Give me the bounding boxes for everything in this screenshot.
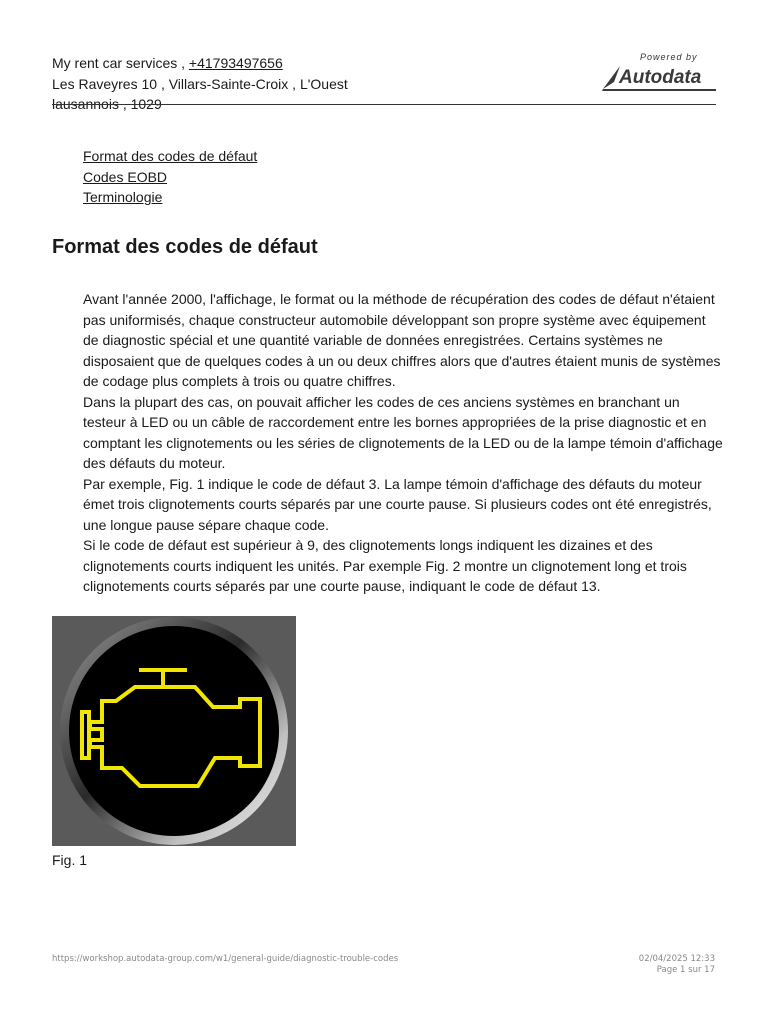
table-of-contents: [83, 146, 257, 208]
engine-warning-lamp-icon: [52, 616, 296, 846]
autodata-logo: [600, 50, 718, 92]
company-name: My rent car services ,: [52, 55, 189, 71]
footer-datetime: 02/04/2025 12:33: [638, 954, 715, 964]
company-line: [52, 53, 382, 74]
phone-link[interactable]: +41793497656: [188, 55, 283, 71]
autodata-logo-mark: [600, 62, 718, 92]
paragraph: Par exemple, Fig. 1 indique le code de défaut 3. La lampe témoin d'affichage des défauts du moteur émet trois clignotements courts séparés par une courte pause. Si plusieurs codes ont été enregistrés, une longue pause sépare chaque code.: [83, 475, 712, 533]
paragraph: Avant l'année 2000, l'affichage, le format ou la méthode de récupération des codes de défaut n'étaient pas uniformisés, chaque constructeur automobile développant son propre système avec équipement de diagnostic spécial et une quantité variable de données enregistrées. Certains systèmes ne disposaient que de quelques codes à un ou deux chiffres alors que d'autres étaient munis de systèmes de codage plus complets à trois ou quatre chiffres.: [83, 291, 721, 389]
toc-link-format-codes[interactable]: Format des codes de défaut: [83, 148, 258, 164]
address-line-1: Les Raveyres 10 , Villars-Sainte-Croix , L'Ouest: [52, 75, 348, 92]
footer-url: https://workshop.autodata-group.com/w1/general-guide/diagnostic-trouble-codes: [52, 954, 399, 964]
brand-name: Autodata: [619, 67, 702, 88]
company-info: [52, 53, 382, 115]
footer-page-number: Page 1 sur 17: [656, 965, 715, 975]
figure-caption: Fig. 1: [52, 852, 88, 868]
paragraph: Si le code de défaut est supérieur à 9, des clignotements longs indiquent les dizaines et des clignotements courts indiquent les unités. Par exemple Fig. 2 montre un clignotement long et trois clignotements courts séparés par une courte pause, indiquant le code de défaut 13.: [83, 537, 687, 594]
paragraph: Dans la plupart des cas, on pouvait afficher les codes de ces anciens systèmes en branchant un testeur à LED ou un câble de raccordement entre les bornes appropriées de la prise diagnostic et en comptant les clignotements ou les séries de clignotements de la LED ou de la lampe témoin d'affichage des défauts du moteur.: [83, 393, 723, 471]
section-body: [83, 289, 723, 597]
address-line-2: lausannois , 1029: [52, 96, 162, 112]
footer-meta: [639, 954, 715, 976]
powered-by-label: Powered by: [640, 52, 698, 62]
toc-link-terminologie[interactable]: Terminologie: [83, 189, 163, 205]
header-divider: [52, 104, 716, 105]
figure-1: [52, 616, 296, 846]
toc-link-codes-eobd[interactable]: Codes EOBD: [83, 168, 168, 185]
section-title: Format des codes de défaut: [52, 236, 318, 258]
